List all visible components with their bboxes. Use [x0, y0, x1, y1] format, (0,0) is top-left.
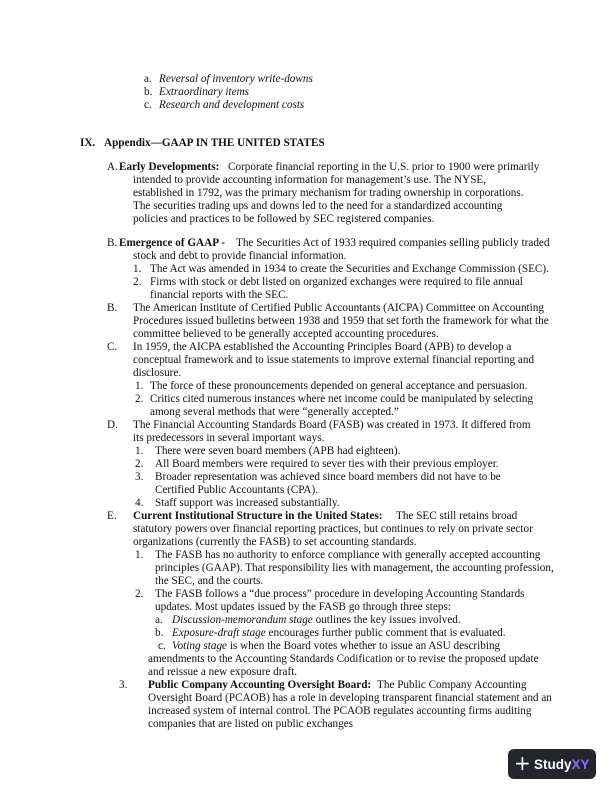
- step-line: and reissue a new exposure draft.: [148, 666, 298, 678]
- step-title: Voting stage: [172, 640, 228, 652]
- paragraph-line: In 1959, the AICPA established the Accounting Principles Board (APB) to develop a: [133, 341, 512, 353]
- list-marker: a.: [144, 73, 152, 85]
- paragraph-line: statutory powers over financial reporting practices, but continues to rely on private sector: [133, 523, 533, 535]
- step-text: outlines the key issues involved.: [312, 614, 461, 626]
- section-title: Appendix—GAAP IN THE UNITED STATES: [104, 137, 325, 149]
- list-item: updates. Most updates issued by the FASB go through three steps:: [155, 601, 451, 613]
- paragraph-line: disclosure.: [133, 367, 182, 379]
- step-line: [172, 627, 506, 640]
- list-item: financial reports with the SEC.: [150, 289, 289, 301]
- item-marker: C.: [107, 341, 118, 353]
- list-item: Broader representation was achieved since board members did not have to be: [155, 471, 501, 483]
- item-marker: B.: [107, 302, 118, 314]
- list-item: Staff support was increased substantially.: [155, 497, 340, 509]
- paragraph-line: conceptual framework and to issue statements to improve external financial reporting and: [133, 354, 535, 366]
- list-item: The Act was amended in 1934 to create the Securities and Exchange Commission (SEC).: [150, 263, 549, 275]
- list-marker: c.: [144, 99, 152, 111]
- list-marker: 1.: [135, 445, 144, 457]
- list-marker: 1.: [135, 549, 144, 561]
- list-marker: 4.: [135, 497, 144, 509]
- step-line: [172, 640, 500, 653]
- paragraph-line: policies and practices to be followed by SEC registered companies.: [133, 213, 435, 225]
- paragraph-line: its predecessors in several important ways.: [133, 432, 325, 444]
- paragraph-line: The Securities Act of 1933 required companies selling publicly traded: [236, 237, 550, 249]
- paragraph-line: The SEC still retains broad: [396, 510, 518, 522]
- item-marker: E.: [107, 510, 117, 522]
- step-line: [172, 614, 461, 627]
- list-item: The force of these pronouncements depended on general acceptance and persuasion.: [150, 380, 528, 392]
- list-marker: 1.: [135, 380, 144, 392]
- list-marker: 2.: [133, 276, 142, 288]
- item-heading: Early Developments:: [119, 161, 220, 173]
- list-item: The Public Company Accounting: [377, 679, 527, 691]
- plus-icon: +: [514, 751, 531, 775]
- list-item: principles (GAAP). That responsibility lies with management, the accounting profession,: [155, 562, 554, 574]
- list-marker: 2.: [135, 393, 144, 405]
- list-marker: 2.: [135, 588, 144, 600]
- step-marker: a.: [155, 614, 163, 626]
- paragraph-line: organizations (currently the FASB) to set accounting standards.: [133, 536, 417, 548]
- paragraph-line: Corporate financial reporting in the U.S. prior to 1900 were primarily: [228, 161, 540, 173]
- item-marker: A.: [107, 161, 118, 173]
- item-heading: Emergence of GAAP -: [119, 237, 225, 249]
- paragraph-line: The Financial Accounting Standards Board (FASB) was created in 1973. It differed from: [133, 419, 531, 431]
- list-marker: b.: [144, 86, 153, 98]
- list-item: There were seven board members (APB had eighteen).: [155, 445, 401, 457]
- item-marker: D.: [107, 419, 118, 431]
- step-title: Discussion-memorandum stage: [172, 614, 313, 626]
- step-title: Exposure-draft stage: [172, 627, 266, 639]
- paragraph-line: intended to provide accounting information for management’s use. The NYSE,: [133, 174, 487, 186]
- list-marker: 1.: [133, 263, 142, 275]
- list-item: Extraordinary items: [159, 86, 250, 98]
- list-marker: 3.: [135, 471, 144, 483]
- paragraph-line: The American Institute of Certified Public Accountants (AICPA) Committee on Accounting: [133, 302, 544, 314]
- section-number: IX.: [80, 137, 96, 149]
- list-item: Research and development costs: [159, 99, 305, 111]
- item-heading: Current Institutional Structure in the United States:: [133, 510, 383, 522]
- list-item: increased system of internal control. The PCAOB regulates accounting firms auditing: [148, 705, 532, 717]
- paragraph-line: Procedures issued bulletins between 1938 and 1959 that set forth the framework for what the: [133, 315, 549, 327]
- item-marker: B.: [107, 237, 118, 249]
- list-item: Certified Public Accountants (CPA).: [155, 484, 319, 496]
- list-item: All Board members were required to sever ties with their previous employer.: [155, 458, 499, 470]
- brand-name: [534, 757, 590, 772]
- list-item: Firms with stock or debt listed on organized exchanges were required to file annual: [150, 276, 523, 288]
- paragraph-line: stock and debt to provide financial information.: [133, 250, 347, 262]
- studyxy-badge[interactable]: [508, 749, 596, 779]
- list-item: The FASB follows a “due process” procedure in developing Accounting Standards: [155, 588, 525, 600]
- step-marker: c.: [158, 640, 166, 652]
- list-item: the SEC, and the courts.: [155, 575, 264, 587]
- list-item: Critics cited numerous instances where net income could be manipulated by selecting: [150, 393, 534, 405]
- item-heading: Public Company Accounting Oversight Board:: [148, 679, 372, 691]
- step-text: is when the Board votes whether to issue an ASU describing: [227, 640, 501, 652]
- list-item: Oversight Board (PCAOB) has a role in developing transparent financial statement and an: [148, 692, 552, 704]
- step-marker: b.: [155, 627, 164, 639]
- list-marker: 2.: [135, 458, 144, 470]
- paragraph-line: committee believed to be generally accepted accounting procedures.: [133, 328, 439, 340]
- step-text: encourages further public comment that is evaluated.: [265, 627, 506, 639]
- paragraph-line: The securities trading ups and downs led to the need for a standardized accounting: [133, 200, 503, 212]
- step-line: amendments to the Accounting Standards Codification or to revise the proposed update: [148, 653, 539, 665]
- list-item: The FASB has no authority to enforce compliance with generally accepted accounting: [155, 549, 541, 561]
- list-marker: 3.: [119, 679, 128, 691]
- paragraph-line: established in 1792, was the primary mechanism for trading ownership in corporations.: [133, 187, 524, 199]
- brand-study: Study: [534, 757, 572, 772]
- list-item: companies that are listed on public exchanges: [148, 718, 354, 730]
- list-item: Reversal of inventory write-downs: [159, 73, 313, 85]
- brand-xy: XY: [571, 757, 590, 772]
- list-item: among several methods that were “generally accepted.”: [150, 406, 399, 418]
